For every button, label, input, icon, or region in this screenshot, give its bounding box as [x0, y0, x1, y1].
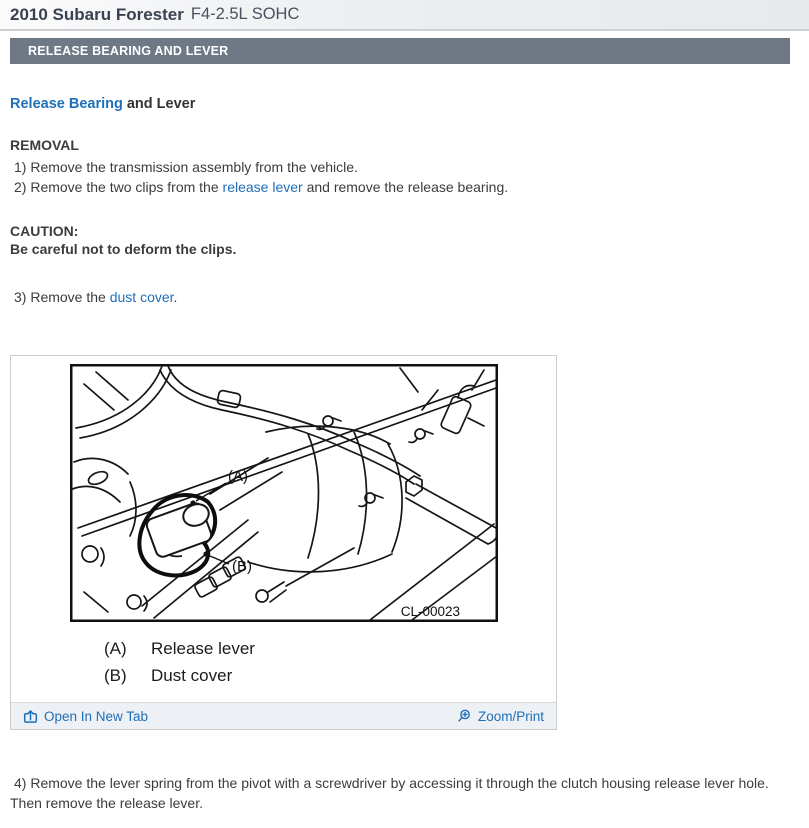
- figure-legend: [104, 635, 556, 689]
- legend-row-b: [104, 662, 556, 689]
- figure-card: [10, 355, 557, 730]
- article-content: [10, 96, 809, 307]
- legend-row-a: [104, 635, 556, 662]
- clutch-housing-diagram: [70, 364, 498, 622]
- legend-key-a: (A): [104, 639, 127, 658]
- step-3-text-pre: 3) Remove the: [14, 289, 110, 305]
- article-heading-rest: and Lever: [122, 96, 196, 112]
- section-banner-label: RELEASE BEARING AND LEVER: [28, 44, 229, 58]
- vehicle-title: 2010 Subaru Forester: [10, 4, 184, 24]
- diagram-wrap: [11, 356, 556, 622]
- caution-text: Be careful not to deform the clips.: [10, 241, 237, 257]
- open-in-new-tab-link[interactable]: [23, 709, 148, 724]
- step-3-text-post: .: [173, 289, 178, 305]
- release-lever-link[interactable]: release lever: [222, 179, 303, 195]
- legend-label-b: Dust cover: [151, 666, 233, 685]
- removal-heading: REMOVAL: [10, 137, 79, 153]
- image-code-label: CL-00023: [400, 604, 460, 619]
- step-4: [10, 773, 809, 813]
- callout-a-label: (A): [227, 468, 248, 485]
- zoom-plus-icon: [457, 709, 472, 724]
- legend-label-a: Release lever: [151, 639, 255, 658]
- zoom-print-link[interactable]: [457, 709, 544, 724]
- step-2: [10, 177, 809, 197]
- step-2-text-pre: 2) Remove the two clips from the: [14, 179, 223, 195]
- dust-cover-link[interactable]: dust cover: [109, 289, 174, 305]
- release-bearing-link[interactable]: Release Bearing: [10, 96, 123, 112]
- article-heading: [10, 96, 809, 112]
- page-header: [0, 0, 809, 31]
- removal-steps: [10, 157, 809, 197]
- engine-subtitle: F4-2.5L SOHC: [190, 5, 300, 23]
- legend-key-b: (B): [104, 666, 127, 685]
- section-banner: [10, 38, 790, 64]
- step-3: [10, 287, 809, 307]
- callout-b-label: (B): [231, 558, 252, 575]
- step-4-line2: Then remove the release lever.: [10, 795, 203, 811]
- open-in-new-tab-label: Open In New Tab: [44, 708, 149, 724]
- step-4-line1: 4) Remove the lever spring from the pivot with a screwdriver by accessing it through the clutch housing release lever hole.: [14, 775, 769, 791]
- step-1: 1) Remove the transmission assembly from the vehicle.: [14, 159, 358, 175]
- zoom-print-label: Zoom/Print: [477, 708, 544, 724]
- caution-label: CAUTION:: [10, 223, 79, 239]
- figure-footer: [11, 702, 556, 729]
- open-in-new-tab-icon: [23, 709, 38, 724]
- step-2-text-post: and remove the release bearing.: [302, 179, 509, 195]
